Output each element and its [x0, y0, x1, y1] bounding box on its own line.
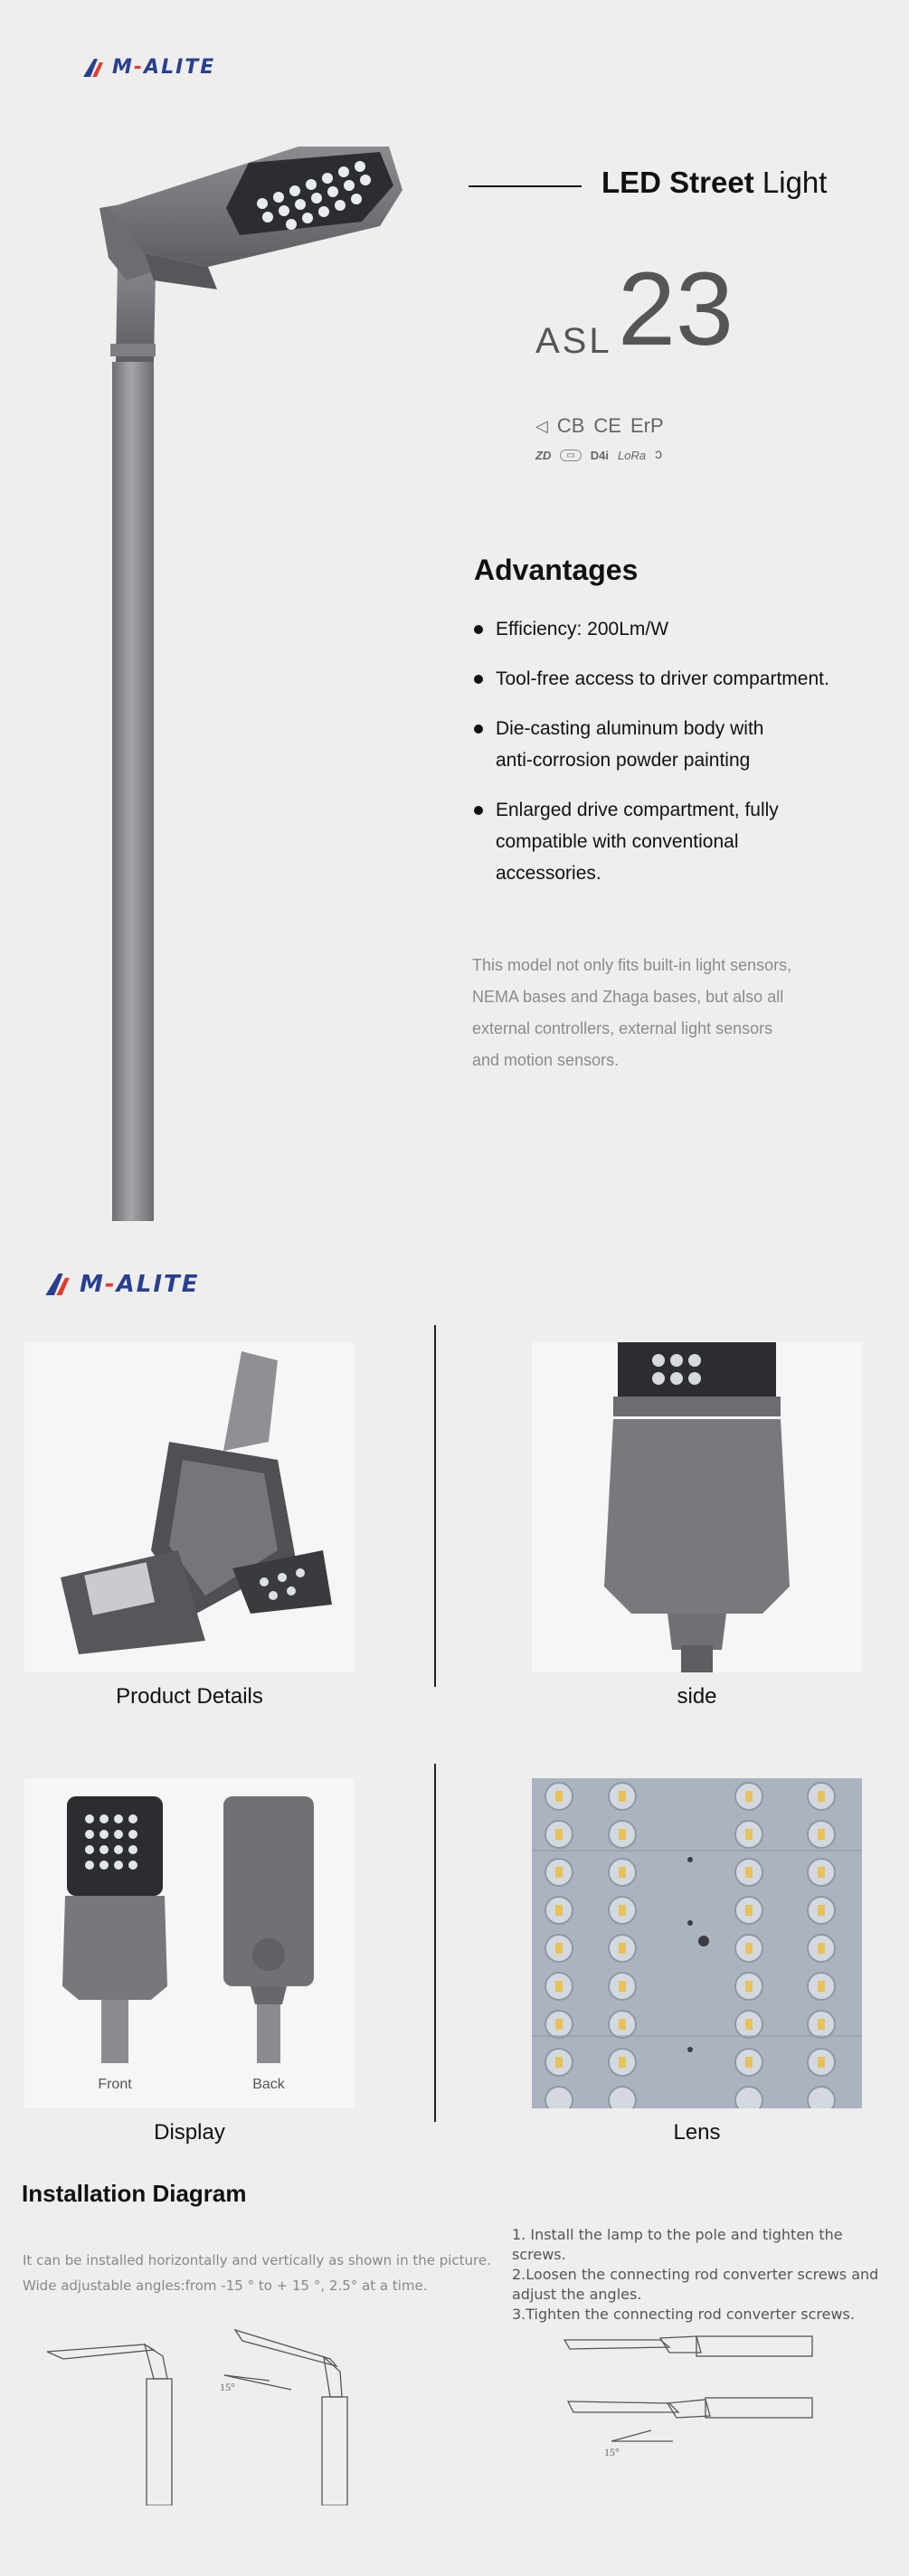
cert-ce: CE	[593, 414, 621, 437]
caption-lens: Lens	[673, 2120, 721, 2145]
cert-zd: ZD	[535, 448, 552, 462]
logo-mark-icon	[81, 57, 109, 79]
gallery-divider	[434, 1325, 436, 1687]
advantages-list	[474, 613, 872, 907]
logo-text-alite: ALITE	[116, 1271, 200, 1298]
product-title-light: Light	[762, 166, 828, 199]
advantage-item: Tool-free access to driver compartment.	[474, 663, 872, 695]
street-light-image	[90, 136, 416, 1230]
vertical-install-diagram	[36, 2316, 416, 2505]
advantage-item: Efficiency: 200Lm/W	[474, 613, 872, 645]
front-back-lamp-image	[24, 1778, 355, 2077]
advantage-item: Die-casting aluminum body with anti-corrosion powder painting	[474, 713, 872, 776]
logo-text-dash: -	[104, 1271, 117, 1298]
logo-text-m: M	[112, 56, 134, 79]
gallery-divider-2	[434, 1764, 436, 2122]
horizontal-install-diagram	[561, 2329, 823, 2474]
caption-display: Display	[154, 2120, 225, 2145]
label-front: Front	[98, 2077, 132, 2092]
open-lamp-image	[24, 1342, 355, 1672]
installation-steps: 1. Install the lamp to the pole and tighten the screws. 2.Loosen the connecting rod converter screws and adjust the angles. 3.Tighten the connecting rod converter screws.	[512, 2226, 879, 2323]
cert-extra-icon: ↄ	[655, 447, 663, 462]
product-title	[601, 166, 827, 200]
installation-description: It can be installed horizontally and vertically as shown in the picture. Wide adjustable angles:from -15 ° to + 15 °, 2.5° at a time.	[23, 2252, 491, 2294]
logo-text-dash: -	[133, 56, 145, 79]
caption-side: side	[677, 1684, 717, 1709]
cert-row-2	[535, 447, 662, 463]
product-description: This model not only fits built-in light sensors, NEMA bases and Zhaga bases, but also all external controllers, external light sensors and motion sensors.	[472, 956, 792, 1069]
product-title-bold: LED Street	[601, 166, 754, 199]
advantage-item: Enlarged drive compartment, fully compatible with conventional accessories.	[474, 794, 872, 889]
angle-label-left: 15°	[220, 2381, 235, 2393]
lens-photo	[532, 1778, 862, 2108]
installation-title: Installation Diagram	[22, 2180, 247, 2207]
logo-text-alite: ALITE	[144, 56, 216, 79]
cert-erp: ErP	[630, 414, 664, 437]
model-prefix: ASL	[535, 321, 612, 361]
brand-logo	[81, 56, 215, 79]
led-lens-image	[532, 1778, 862, 2108]
brand-logo-2	[43, 1271, 200, 1298]
cert-icon: ◁	[535, 416, 548, 435]
cert-badge-icon: ▭	[560, 450, 581, 461]
cert-lora: LoRa	[618, 448, 647, 462]
side-photo	[532, 1342, 862, 1672]
advantages-title: Advantages	[474, 554, 639, 586]
caption-product-details: Product Details	[116, 1684, 263, 1709]
cert-d4i: D4i	[590, 448, 610, 462]
logo-mark-icon	[43, 1271, 76, 1298]
logo-text-m: M	[80, 1271, 105, 1298]
title-rule	[469, 185, 582, 187]
product-details-photo	[24, 1342, 355, 1672]
display-photo	[24, 1778, 355, 2108]
label-back: Back	[252, 2077, 285, 2092]
side-lamp-image	[532, 1342, 862, 1672]
cert-row-1	[535, 414, 664, 438]
cert-cb: CB	[556, 414, 585, 437]
model-number: 23	[618, 251, 734, 367]
angle-label-right: 15°	[604, 2446, 620, 2458]
